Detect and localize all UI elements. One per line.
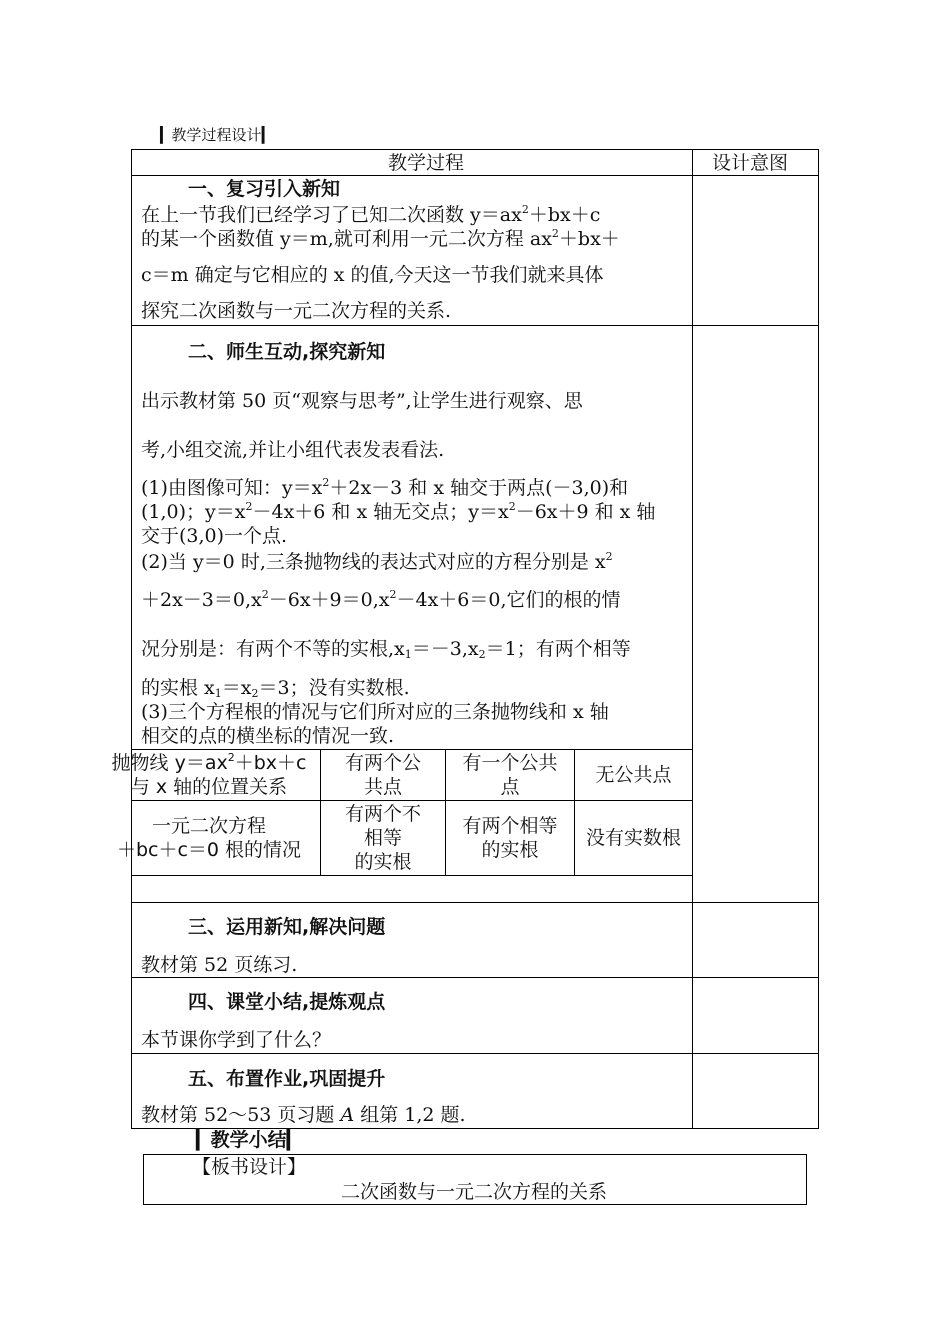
row1-cell2 [446,751,574,799]
s1-l1-b: ＋bx＋c [528,204,601,226]
section3-title: 三、运用新知,解决问题 [188,916,386,938]
caption-bar-right: ▎ [261,126,274,144]
p3-l2-a: ＋2x－3＝0,x [141,589,262,611]
sub: 2 [478,648,486,661]
caption-label: 教学过程设计 [171,126,262,144]
section2-p1-line2: 考,小组交流,并让小组代表发表看法. [141,439,445,461]
p3-l4-c: ＝3；没有实数根. [258,677,410,699]
sup: 2 [521,203,529,216]
summary-heading [196,1127,301,1153]
section2-title: 二、师生互动,探究新知 [188,341,386,363]
row1-c1-l1: 有两个公 [344,752,421,774]
section2-p4-line1: (3)三个方程根的情况与它们所对应的三条抛物线和 x 轴 [141,701,609,723]
s1-l2-a: 的某一个函数值 y＝m,就可利用一元二次方程 ax [141,228,552,250]
s1-l2-b: ＋bx＋ [558,228,620,250]
p2-l1-b: ＋2x－3 和 x 轴交于两点(－3,0)和 [329,477,629,499]
row1-header-l2: 与 x 轴的位置关系 [130,776,288,798]
section2-p1-line1: 出示教材第 50 页“观察与思考”,让学生进行观察、思 [141,390,583,412]
p2-l1-a: (1)由图像可知：y＝x [141,477,323,499]
section1-title: 一、复习引入新知 [188,178,341,200]
row-divider-1 [131,325,819,326]
sup: 2 [245,500,253,513]
sup: 2 [551,227,559,240]
row1-cell3: 无公共点 [595,764,672,786]
sup: 2 [261,588,269,601]
section4-body: 本节课你学到了什么？ [141,1029,332,1051]
s1-l1-a: 在上一节我们已经学习了已知二次函数 y＝ax [141,204,522,226]
sup: 2 [322,476,330,489]
row-divider-4 [131,1053,819,1054]
row2-header-l1: 一元二次方程 [151,815,266,837]
header-intent: 设计意图 [712,152,789,174]
row1-c2-l2: 点 [500,776,520,798]
row1-c2-l1: 有一个公共 [462,752,558,774]
header-process: 教学过程 [388,152,465,174]
section5-body [141,1102,466,1128]
section1-line1 [141,202,600,228]
row2-c1-l1: 有两个不 [344,803,421,825]
sup: 2 [389,588,397,601]
row2-cell1 [321,802,445,874]
p3-l3-b: ＝－3,x [411,638,479,660]
row2-c1-l2: 相等 [363,827,402,849]
sub: 1 [404,648,412,661]
inner-border-top [131,749,692,750]
section2-p2-line1 [141,475,628,501]
sup: 2 [508,500,516,513]
caption-bar-left: ▎ [160,126,172,144]
p3-l2-b: －6x＋9＝0,x [268,589,390,611]
row2-header-l2: ＋bc＋c＝0 根的情况 [116,839,302,861]
section3-body: 教材第 52 页练习. [141,954,298,976]
s5-body-italic: A [340,1104,355,1126]
p2-l2-b: －4x＋6 和 x 轴无交点；y＝x [252,501,509,523]
p3-l3-a: 况分别是：有两个不等的实根,x [141,638,405,660]
section2-p2-line3: 交于(3,0)一个点. [141,525,288,547]
s5-body-a: 教材第 52～53 页习题 [141,1104,341,1126]
section2-p3-line3 [141,636,631,662]
section2-p2-line2 [141,499,655,525]
p3-l4-b: ＝x [221,677,252,699]
sub: 2 [251,687,259,700]
section5-title: 五、布置作业,巩固提升 [188,1068,386,1090]
row1-header [98,751,320,799]
table-border-right [818,149,819,1129]
inner-row-divider [131,800,692,801]
summary-bar-left: ▎ [196,1129,211,1151]
section4-title: 四、课堂小结,提炼观点 [188,991,386,1013]
p3-l2-c: －4x＋6＝0,它们的根的情 [396,589,621,611]
row2-c2-l1: 有两个相等 [462,815,558,837]
board-title: 二次函数与一元二次方程的关系 [341,1181,608,1203]
section2-p4-line2: 相交的点的横坐标的情况一致. [141,725,395,747]
p2-l2-a: (1,0)；y＝x [141,501,246,523]
p3-l3-c: ＝1；有两个相等 [485,638,631,660]
section-caption [160,124,273,145]
row2-c1-l3: 的实根 [354,851,412,873]
p2-l2-c: －6x＋9 和 x 轴 [515,501,656,523]
section1-line4: 探究二次函数与一元二次方程的关系. [141,300,452,322]
row1-c1-l2: 共点 [363,776,402,798]
p3-l4-a: 的实根 x [141,677,215,699]
row-divider-2 [131,902,819,903]
row1-header-b: ＋bx＋c [234,752,307,774]
row2-header [98,814,320,862]
summary-label: 教学小结 [210,1129,287,1151]
row1-header-a: 抛物线 y＝ax [111,752,228,774]
row2-cell2 [446,814,574,862]
section1-line2 [141,226,620,252]
row2-cell3: 没有实数根 [585,827,681,849]
inner-border-bottom [131,875,692,876]
sub: 1 [214,687,222,700]
sup: 2 [605,550,613,563]
section2-p3-line1 [141,549,613,575]
summary-bar-right: ▎ [286,1129,302,1151]
p3-l1: (2)当 y＝0 时,三条抛物线的表达式对应的方程分别是 x [141,551,606,573]
row1-cell1 [321,751,445,799]
table-column-divider [692,149,693,1129]
board-label: 【板书设计】 [192,1156,307,1178]
s5-body-b: 组第 1,2 题. [354,1104,466,1126]
table-border-left [131,149,132,1129]
section2-p3-line2 [141,587,621,613]
row2-c2-l2: 的实根 [481,839,539,861]
sup: 2 [227,751,235,764]
section1-line3: c＝m 确定与它相应的 x 的值,今天这一节我们就来具体 [141,264,604,286]
section2-p3-line4 [141,675,410,701]
